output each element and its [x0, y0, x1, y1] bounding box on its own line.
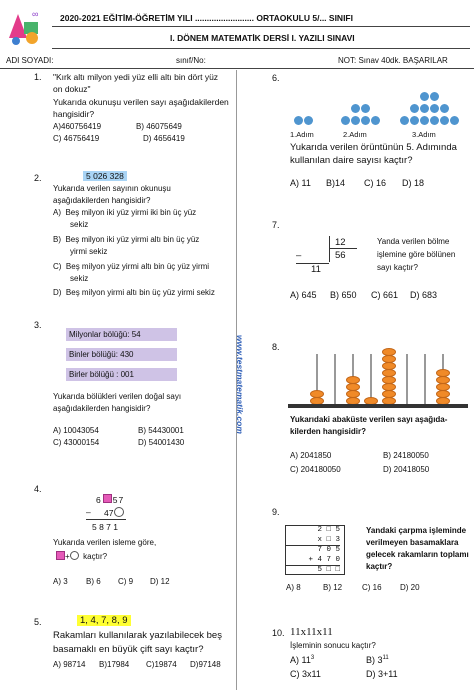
q10-number: 10. [272, 628, 285, 638]
svg-text:∞: ∞ [32, 9, 39, 19]
q6-option-b[interactable]: B)14 [326, 178, 346, 188]
q4-number: 4. [34, 484, 42, 494]
q1-option-d[interactable]: D) 4656419 [143, 134, 185, 143]
q1-option-c[interactable]: C) 46756419 [53, 134, 100, 143]
mult-row-4: + 4 7 0 [286, 556, 340, 567]
q5-option-b[interactable]: B)17984 [99, 660, 130, 669]
q3-number: 3. [34, 320, 42, 330]
q7-text-1: Yanda verilen bölme [377, 237, 450, 246]
q7-text-3: sayı kaçtır? [377, 263, 418, 272]
mult-row-3: 7 0 5 [317, 546, 340, 554]
circle-icon [420, 104, 429, 113]
q10-text-1: İşleminin sonucu kaçtır? [290, 641, 376, 650]
q5-text-2: basamaklı en büyük çift sayı kaçtır? [53, 644, 204, 655]
multiplication-box [285, 525, 345, 575]
q5-number: 5. [34, 617, 42, 627]
q1-text-4: hangisidir? [53, 109, 95, 119]
q6-option-d[interactable]: D) 18 [402, 178, 425, 188]
q4-row-2: 47 [104, 507, 124, 518]
q3-box-millions: Milyonlar bölüğü: 54 [66, 328, 177, 341]
q10-expression: 11x11x11 [290, 626, 333, 638]
q7-option-b[interactable]: B) 650 [330, 290, 357, 300]
q5-option-d[interactable]: D)97148 [190, 660, 221, 669]
q5-digits: 1, 4, 7, 8, 9 [77, 615, 131, 626]
q8-option-c[interactable]: C) 204180050 [290, 465, 341, 474]
q9-text-2: verilmeyen basamaklara [366, 538, 459, 547]
q1-number: 1. [34, 72, 42, 82]
circle-icon [304, 116, 313, 125]
q4-result: 5 8 7 1 [92, 522, 118, 532]
mult-row-1: 2 □ 5 [317, 526, 340, 534]
q10-option-d[interactable]: D) 3+11 [366, 669, 398, 679]
exam-note: NOT: Sınav 40dk. BAŞARILAR [338, 56, 448, 65]
q9-option-a[interactable]: A) 8 [286, 583, 301, 592]
q3-text-1: Yukarıda bölükleri verilen doğal sayı [53, 392, 182, 401]
q4-option-d[interactable]: D) 12 [150, 577, 170, 586]
circle-icon [400, 116, 409, 125]
q1-option-a[interactable]: A)460756419 [53, 122, 102, 131]
q9-option-c[interactable]: C) 16 [362, 583, 382, 592]
q2-text-2: aşağıdakilerden hangisidir? [53, 196, 151, 205]
circle-icon [430, 104, 439, 113]
q7-text-2: işlemine göre bölünen [377, 250, 456, 259]
q2-option-d[interactable]: D) Beş milyon yirmi altı bin üç yüz yirmi sekiz [53, 288, 215, 297]
class-label: sınıf/No: [176, 56, 206, 65]
circle-icon [351, 104, 360, 113]
q4-option-b[interactable]: B) 6 [86, 577, 101, 586]
q2-number-box: 5 026 328 [83, 171, 127, 181]
q8-number: 8. [272, 342, 280, 352]
circle-icon [361, 104, 370, 113]
circle-icon [420, 116, 429, 125]
name-label: ADI SOYADI: [6, 56, 54, 65]
square-icon [56, 551, 65, 560]
exam-title: I. DÖNEM MATEMATİK DERSİ I. YAZILI SINAVI [170, 33, 355, 43]
circle-icon [410, 116, 419, 125]
q4-option-a[interactable]: A) 3 [53, 577, 68, 586]
circle-icon [371, 116, 380, 125]
q7-minus-sign: – [296, 250, 302, 261]
q8-option-d[interactable]: D) 20418050 [383, 465, 430, 474]
q7-option-a[interactable]: A) 645 [290, 290, 317, 300]
q1-option-b[interactable]: B) 46075649 [136, 122, 182, 131]
circle-icon [440, 104, 449, 113]
q10-option-b[interactable]: B) $3^{11}$ [366, 655, 389, 665]
mult-row-2: x □ 3 [286, 536, 340, 547]
q8-option-a[interactable]: A) 2041850 [290, 451, 332, 460]
website-watermark: www.testmatematik.com [235, 335, 245, 434]
q5-option-c[interactable]: C)19874 [146, 660, 177, 669]
circle-icon [70, 551, 79, 560]
q1-text-3: Yukarıda okunuşu verilen sayı aşağıdakilerden [53, 97, 229, 107]
q2-text-1: Yukarıda verilen sayının okunuşu [53, 184, 171, 193]
q2-option-b-cont: yirmi sekiz [70, 247, 108, 256]
circle-icon [351, 116, 360, 125]
q4-minus-sign: – [86, 507, 91, 517]
circle-icon [294, 116, 303, 125]
q6-text-1: Yukarıda verilen örüntünün 5. Adımında [290, 142, 457, 153]
q9-text-4: kaçtır? [366, 562, 393, 571]
q5-option-a[interactable]: A) 98714 [53, 660, 86, 669]
circle-icon [114, 507, 124, 517]
q7-quotient: 56 [335, 250, 346, 261]
q9-option-d[interactable]: D) 20 [400, 583, 420, 592]
q3-option-d[interactable]: D) 54001430 [138, 438, 185, 447]
q9-option-b[interactable]: B) 12 [323, 583, 343, 592]
q8-option-b[interactable]: B) 24180050 [383, 451, 429, 460]
q7-number: 7. [272, 220, 280, 230]
q7-option-c[interactable]: C) 661 [371, 290, 399, 300]
q4-expression: + kaçtır? [56, 551, 107, 561]
circle-icon [341, 116, 350, 125]
q2-option-b[interactable]: B) Beş milyon iki yüz yirmi altı bin üç yüz [53, 235, 200, 244]
logo-icon [6, 8, 44, 46]
q6-text-2: kullanılan daire sayısı kaçtır? [290, 155, 413, 166]
q5-text-1: Rakamları kullanılarak yazılabilecek beş [53, 630, 222, 641]
circle-icon [450, 116, 459, 125]
q3-option-b[interactable]: B) 54430001 [138, 426, 184, 435]
q9-text-3: gelecek rakamların toplamı [366, 550, 469, 559]
q7-remainder: 11 [311, 264, 321, 275]
q6-option-c[interactable]: C) 16 [364, 178, 387, 188]
q6-option-a[interactable]: A) 11 [290, 178, 311, 188]
step-label-2: 2.Adım [343, 130, 367, 139]
circle-icon [430, 92, 439, 101]
q6-number: 6. [272, 73, 280, 83]
square-icon [103, 494, 112, 503]
q8-text-2: kilerden hangisidir? [290, 427, 367, 436]
q8-text-1: Yukarıdaki abaküste verilen sayı aşağıda- [290, 415, 448, 424]
q4-row-1: 6 57 [96, 495, 125, 505]
mult-row-5: 5 □ □ [317, 566, 340, 574]
q10-option-c[interactable]: C) 3x11 [290, 669, 321, 679]
q2-number: 2. [34, 173, 42, 183]
q2-option-a[interactable]: A) Beş milyon iki yüz yirmi iki bin üç yüz [53, 208, 197, 217]
q7-option-d[interactable]: D) 683 [410, 290, 438, 300]
q9-number: 9. [272, 507, 280, 517]
q4-text-1: Yukarıda verilen isleme göre, [53, 538, 157, 547]
q1-text-2: on dokuz" [53, 84, 91, 94]
q7-divisor: 12 [335, 237, 346, 248]
q3-box-ones: Birler bölüğü : 001 [66, 368, 177, 381]
q4-option-c[interactable]: C) 9 [118, 577, 134, 586]
q2-option-a-cont: sekiz [70, 220, 89, 229]
logo [6, 8, 44, 46]
q3-text-2: aşağıdakilerden hangisidir? [53, 404, 151, 413]
q3-option-c[interactable]: C) 43000154 [53, 438, 100, 447]
step-label-1: 1.Adım [290, 130, 314, 139]
q2-option-c-cont: sekiz [70, 274, 89, 283]
circle-icon [430, 116, 439, 125]
q3-box-thousands: Binler bölüğü: 430 [66, 348, 177, 361]
q9-text-1: Yandaki çarpma işleminde [366, 526, 467, 535]
circle-icon [420, 92, 429, 101]
header-title: 2020-2021 EĞİTİM-ÖĞRETİM YILI ......................... ORTAOKULU 5/... SINIFI [60, 13, 353, 23]
q10-option-a[interactable]: A) $11^3$ [290, 655, 315, 665]
circle-icon [410, 104, 419, 113]
abacus [288, 348, 468, 410]
step-label-3: 3.Adım [412, 130, 436, 139]
q1-text-1: "Kırk altı milyon yedi yüz elli altı bin dört yüz [53, 72, 219, 82]
q3-option-a[interactable]: A) 10043054 [53, 426, 99, 435]
q2-option-c[interactable]: C) Beş milyon yüz yirmi altı bin üç yüz yirmi [53, 262, 210, 271]
circle-icon [361, 116, 370, 125]
circle-icon [440, 116, 449, 125]
